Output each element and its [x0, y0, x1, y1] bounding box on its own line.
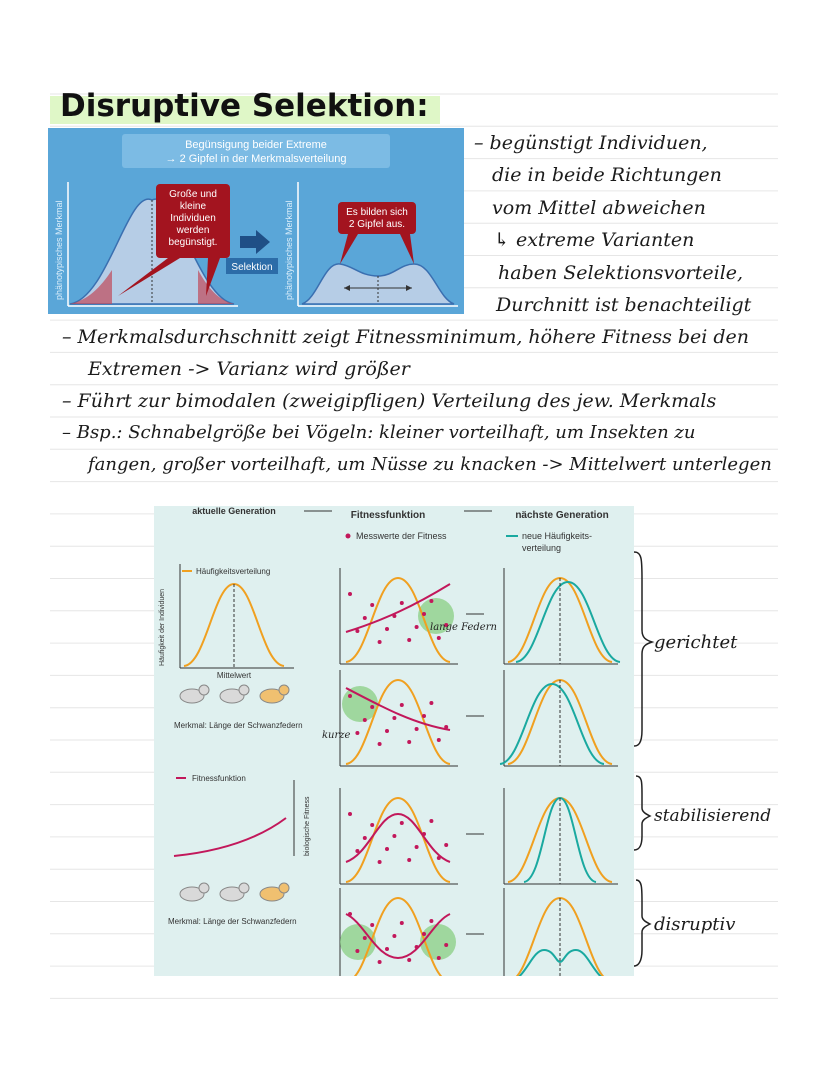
fitness-point: [348, 912, 352, 916]
brace-stabilisierend: [634, 776, 650, 850]
braces: [628, 550, 668, 970]
callout-left-line1: Große und: [169, 189, 217, 200]
fitness-point: [385, 627, 389, 631]
fitness-point: [370, 923, 374, 927]
side-note-5: haben Selektionsvorteile,: [498, 262, 744, 284]
fitness-point: [363, 936, 367, 940]
label-gerichtet: gerichtet: [654, 632, 738, 653]
fitness-point: [355, 949, 359, 953]
label-disruptiv: disruptiv: [654, 914, 736, 935]
callout-left-line3: Individuen: [170, 213, 216, 224]
side-note-3: vom Mittel abweichen: [492, 197, 706, 219]
fitness-point: [444, 943, 448, 947]
callout-left-line2: kleine: [179, 201, 207, 212]
fitness-point: [348, 592, 352, 596]
fitness-point: [444, 725, 448, 729]
selection-types-svg: [154, 506, 634, 976]
merkmal-label-2: Merkmal: Länge der Schwanzfedern: [168, 917, 297, 926]
fitness-point: [370, 705, 374, 709]
fitness-point: [407, 958, 411, 962]
fitness-point: [392, 834, 396, 838]
yaxis-label-left: phänotypisches Merkmal: [54, 200, 64, 300]
annotation-lange-federn: lange Federn: [430, 622, 497, 633]
callout-right-line2: 2 Gipfel aus.: [348, 219, 406, 230]
disruptive-figure-svg: [48, 128, 464, 314]
selection-types-figure: [154, 506, 634, 976]
fitness-point: [363, 836, 367, 840]
fitness-point: [355, 849, 359, 853]
fitness-point: [422, 714, 426, 718]
fitness-point: [437, 856, 441, 860]
fitness-point: [415, 625, 419, 629]
bullet-1-cont: Extremen -> Varianz wird größer: [88, 358, 410, 380]
label-stabilisierend: stabilisierend: [654, 806, 772, 826]
fitness-point: [400, 821, 404, 825]
legend-fitfunc-label: Fitnessfunktion: [192, 774, 246, 783]
fitness-point: [378, 860, 382, 864]
fitness-point: [407, 638, 411, 642]
callout-left-line4: werden: [176, 225, 210, 236]
fitness-point: [378, 960, 382, 964]
fitness-point: [400, 921, 404, 925]
side-note-4: ↳ extreme Varianten: [494, 229, 695, 251]
yaxis-label-right: phänotypisches Merkmal: [284, 200, 294, 300]
legend-fitness-label: Messwerte der Fitness: [356, 531, 447, 541]
fitness-point: [437, 956, 441, 960]
fitness-point: [400, 703, 404, 707]
fitness-point: [429, 919, 433, 923]
legend-freq-label: Häufigkeitsverteilung: [196, 567, 271, 576]
fitness-point: [385, 847, 389, 851]
bullet-3: – Bsp.: Schnabelgröße bei Vögeln: kleiner vorteilhaft, um Insekten zu: [62, 422, 696, 443]
figure-header-line1: Begünsigung beider Extreme: [185, 139, 327, 151]
side-note-6: Durchnitt ist benachteiligt: [496, 294, 752, 316]
figure-header-line2: → 2 Gipfel in der Merkmalsverteilung: [165, 153, 347, 165]
fitfunc-yaxis-label: biologische Fitness: [304, 796, 311, 856]
fitness-point: [400, 601, 404, 605]
fitness-point: [363, 616, 367, 620]
fit-freq-curve: [346, 798, 450, 882]
fitness-point: [444, 843, 448, 847]
col-header-current: aktuelle Generation: [192, 506, 276, 516]
fitness-point: [370, 603, 374, 607]
bullet-3-cont: fangen, großer vorteilhaft, um Nüsse zu knacken -> Mittelwert unterlegen: [88, 454, 772, 475]
fitness-point: [407, 740, 411, 744]
disruptive-selection-figure: [48, 128, 464, 314]
fitness-point: [422, 612, 426, 616]
merkmal-label-1: Merkmal: Länge der Schwanzfedern: [174, 721, 303, 730]
fitness-point: [415, 727, 419, 731]
fitness-point: [355, 629, 359, 633]
birds-row-2: [180, 883, 289, 901]
legend-next-line2: verteilung: [522, 543, 562, 553]
selection-label: Selektion: [231, 262, 273, 273]
fitness-point: [363, 718, 367, 722]
fitness-point: [378, 742, 382, 746]
freq-yaxis-label: Häufigkeit der Individuen: [159, 588, 166, 666]
side-note-1: – begünstigt Individuen,: [474, 132, 708, 154]
fitness-point: [392, 614, 396, 618]
callout-right-pointer1: [340, 234, 358, 264]
fitness-point: [385, 947, 389, 951]
bullet-1: – Merkmalsdurchschnitt zeigt Fitnessminimum, höhere Fitness bei den: [62, 326, 750, 348]
col-header-next: nächste Generation: [515, 510, 609, 521]
fitness-point: [429, 819, 433, 823]
next-new-curve: [500, 684, 604, 764]
side-note-2: die in beide Richtungen: [492, 164, 722, 186]
fitness-curve: [346, 814, 450, 862]
fitness-point: [415, 845, 419, 849]
birds-row-1: [180, 685, 289, 703]
legend-dot: [346, 534, 351, 539]
fitness-point: [355, 731, 359, 735]
fitness-function-curve: [174, 818, 286, 856]
fit-highlight: [342, 686, 378, 722]
fitness-point: [392, 934, 396, 938]
fitness-point: [429, 599, 433, 603]
legend-next-line1: neue Häufigkeits-: [522, 531, 593, 541]
fitness-point: [422, 832, 426, 836]
fitness-point: [348, 812, 352, 816]
fitness-point: [407, 858, 411, 862]
callout-left-line5: begünstigt.: [168, 237, 218, 248]
callout-right-pointer2: [400, 234, 414, 264]
selection-arrow-icon: [240, 230, 270, 254]
fitness-point: [437, 738, 441, 742]
annotation-kurze: kurze: [322, 730, 351, 741]
fitness-point: [378, 640, 382, 644]
brace-gerichtet: [634, 552, 652, 746]
fitness-point: [392, 716, 396, 720]
mittelwert-label-1: Mittelwert: [216, 671, 252, 680]
fitness-point: [437, 636, 441, 640]
col-header-fitness: Fitnessfunktion: [350, 510, 426, 521]
fitness-point: [385, 729, 389, 733]
fitness-point: [415, 945, 419, 949]
fitness-point: [422, 932, 426, 936]
next-new-curve: [516, 582, 620, 662]
fitness-point: [429, 701, 433, 705]
brace-disruptiv: [634, 880, 650, 966]
callout-right-line1: Es bilden sich: [346, 207, 408, 218]
page-title: Disruptive Selektion:: [60, 88, 429, 124]
fitness-point: [370, 823, 374, 827]
bullet-2: – Führt zur bimodalen (zweigipfligen) Verteilung des jew. Merkmals: [62, 390, 717, 412]
fitness-point: [348, 694, 352, 698]
